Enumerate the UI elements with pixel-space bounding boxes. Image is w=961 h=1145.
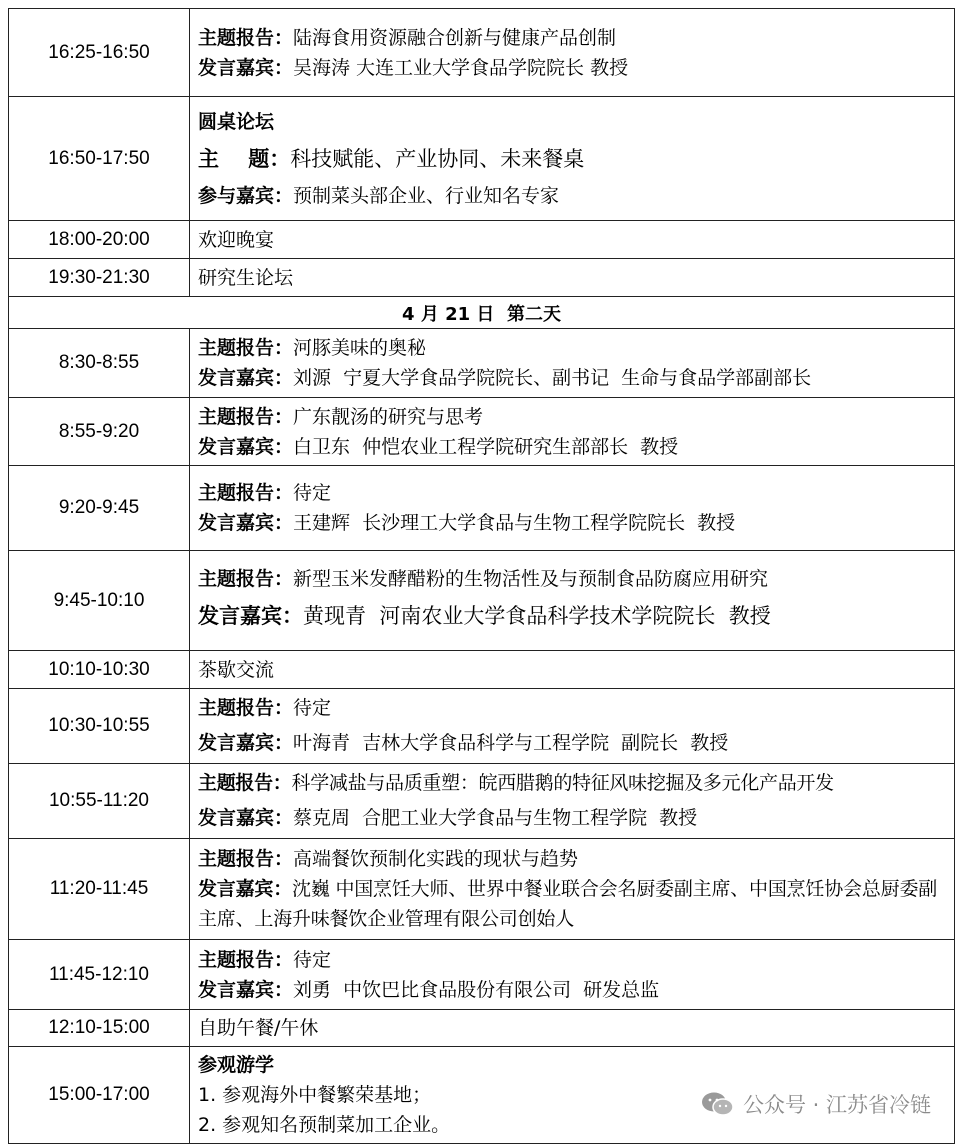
wechat-icon [701,1091,735,1117]
topic-label: 主题报告： [198,337,294,359]
content-cell [190,9,955,97]
table-row [9,839,955,940]
time-cell: 10:30-10:55 [9,689,190,764]
day-header: 4 月 21 日 第二天 [9,297,955,329]
time-cell: 19:30-21:30 [9,259,190,297]
content-cell [190,940,955,1010]
content-cell [190,839,955,940]
watermark [701,1089,931,1119]
content-cell: 茶歇交流 [190,651,955,689]
table-row [9,651,955,689]
time-cell: 10:10-10:30 [9,651,190,689]
table-row [9,398,955,466]
time-cell: 11:20-11:45 [9,839,190,940]
time-cell: 9:45-10:10 [9,551,190,651]
guests-label: 参与嘉宾： [198,184,294,207]
topic-label: 主题报告： [198,482,294,504]
theme-text: 科技赋能、产业协同、未来餐桌 [290,146,585,171]
speaker-label: 发言嘉宾： [198,603,303,628]
table-row [9,329,955,398]
table-row [9,9,955,97]
time-cell: 8:30-8:55 [9,329,190,398]
topic-label: 主题报告： [198,405,294,428]
time-cell: 18:00-20:00 [9,221,190,259]
table-row [9,1010,955,1047]
topic-text: 科学减盐与品质重塑：皖西腊鹅的特征风味挖掘及多元化产品开发 [291,772,834,794]
speaker-text: 沈巍 中国烹饪大师、世界中餐业联合会名厨委副主席、中国烹饪协会总厨委副主席、上海升味餐饮企业管理有限公司创始人 [198,878,938,930]
topic-label: 主题报告： [198,697,294,719]
speaker-label: 发言嘉宾： [198,56,294,79]
theme-label: 主 题： [198,146,291,171]
time-cell: 16:25-16:50 [9,9,190,97]
speaker-label: 发言嘉宾： [198,807,294,829]
content-cell [190,551,955,651]
list-item: 1. 参观海外中餐繁荣基地； [198,1084,432,1106]
topic-label: 主题报告： [198,26,294,49]
content-cell [190,764,955,839]
speaker-text: 白卫东 仲恺农业工程学院研究生部部长 教授 [293,435,679,458]
topic-text: 广东靓汤的研究与思考 [293,405,484,428]
time-cell: 8:55-9:20 [9,398,190,466]
topic-text: 陆海食用资源融合创新与健康产品创制 [293,26,617,49]
speaker-text: 刘源 宁夏大学食品学院院长、副书记 生命与食品学部副部长 [293,367,812,389]
list-item: 2. 参观知名预制菜加工企业。 [198,1114,451,1136]
watermark-text: 公众号 · 江苏省冷链 [742,1093,931,1117]
table-row [9,466,955,551]
topic-text: 高端餐饮预制化实践的现状与趋势 [293,848,579,870]
content-cell [190,329,955,398]
table-row [9,221,955,259]
table-row [9,551,955,651]
topic-label: 主题报告： [198,772,292,794]
time-cell: 9:20-9:45 [9,466,190,551]
table-row [9,689,955,764]
topic-text: 河豚美味的奥秘 [293,337,427,359]
time-cell: 10:55-11:20 [9,764,190,839]
day-header-row [9,297,955,329]
time-cell: 15:00-17:00 [9,1047,190,1144]
agenda-table [8,8,955,1144]
content-cell [190,689,955,764]
speaker-label: 发言嘉宾： [198,978,294,1001]
content-cell [190,398,955,466]
time-cell: 11:45-12:10 [9,940,190,1010]
speaker-text: 刘勇 中饮巴比食品股份有限公司 研发总监 [293,978,660,1001]
content-cell [190,466,955,551]
content-cell [190,97,955,221]
topic-text: 待定 [293,697,332,719]
topic-text: 待定 [293,948,332,971]
visit-title: 参观游学 [198,1054,275,1076]
topic-text: 待定 [293,482,332,504]
speaker-label: 发言嘉宾： [198,732,294,754]
roundtable-title: 圆桌论坛 [198,110,275,133]
topic-label: 主题报告： [198,848,294,870]
table-row [9,97,955,221]
topic-label: 主题报告： [198,567,294,590]
content-cell: 自助午餐/午休 [190,1010,955,1047]
table-row [9,940,955,1010]
speaker-text: 蔡克周 合肥工业大学食品与生物工程学院 教授 [293,807,698,829]
content-cell: 研究生论坛 [190,259,955,297]
topic-label: 主题报告： [198,948,294,971]
guests-text: 预制菜头部企业、行业知名专家 [293,184,560,207]
speaker-label: 发言嘉宾： [198,512,294,534]
speaker-label: 发言嘉宾： [198,435,294,458]
speaker-label: 发言嘉宾： [198,878,293,900]
speaker-text: 王建辉 长沙理工大学食品与生物工程学院院长 教授 [293,512,736,534]
speaker-text: 吴海涛 大连工业大学食品学院院长 教授 [293,56,629,79]
table-row [9,259,955,297]
speaker-label: 发言嘉宾： [198,367,294,389]
table-row [9,764,955,839]
content-cell: 欢迎晚宴 [190,221,955,259]
time-cell: 16:50-17:50 [9,97,190,221]
topic-text: 新型玉米发酵醋粉的生物活性及与预制食品防腐应用研究 [293,567,769,590]
time-cell: 12:10-15:00 [9,1010,190,1047]
speaker-text: 黄现青 河南农业大学食品科学技术学院院长 教授 [303,603,771,628]
speaker-text: 叶海青 吉林大学食品科学与工程学院 副院长 教授 [293,732,729,754]
